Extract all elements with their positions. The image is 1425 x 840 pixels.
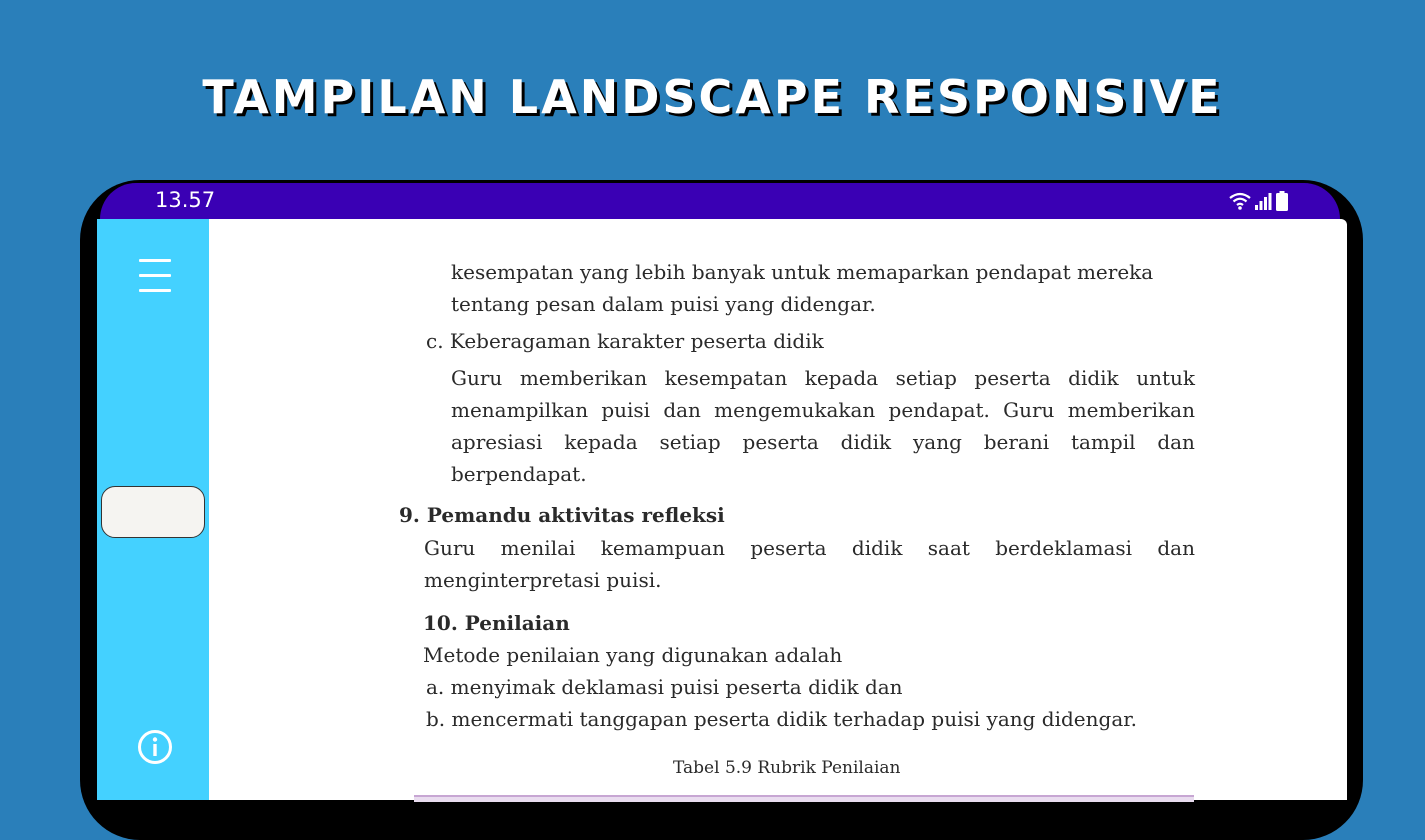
word: pendapat. <box>888 398 990 422</box>
signal-icon <box>1254 191 1272 211</box>
paragraph-line: berpendapat. <box>451 462 587 486</box>
word: kepada <box>564 430 638 454</box>
word: didik <box>851 536 903 560</box>
banner-title: TAMPILAN LANDSCAPE RESPONSIVE <box>202 70 1223 124</box>
word: berdeklamasi <box>995 536 1133 560</box>
word: memberikan <box>519 366 648 390</box>
section-heading-9: 9. Pemandu aktivitas refleksi <box>399 503 725 527</box>
word: menilai <box>500 536 576 560</box>
wifi-icon <box>1228 191 1252 211</box>
word: kepada <box>804 366 879 390</box>
section-heading-10: 10. Penilaian <box>423 611 570 635</box>
battery-icon <box>1276 191 1288 211</box>
word: berani <box>983 430 1050 454</box>
list-item-b: b. mencermati tanggapan peserta didik terhadap puisi yang didengar. <box>426 707 1137 731</box>
paragraph-line: menginterpretasi puisi. <box>424 568 662 592</box>
word: mengemukakan <box>714 398 876 422</box>
paragraph-line <box>424 533 1195 563</box>
word: saat <box>927 536 970 560</box>
menu-icon[interactable] <box>139 257 171 293</box>
paragraph-line <box>451 363 1195 393</box>
word: Guru <box>451 366 503 390</box>
status-bar <box>100 183 1340 219</box>
word: puisi <box>601 398 651 422</box>
word: setiap <box>659 430 721 454</box>
word: dan <box>663 398 701 422</box>
word: Guru <box>424 536 476 560</box>
word: Guru <box>1003 398 1055 422</box>
paragraph-line: tentang pesan dalam puisi yang didengar. <box>451 292 876 316</box>
sidebar-button[interactable] <box>101 486 205 538</box>
paragraph-line: Metode penilaian yang digunakan adalah <box>423 643 843 667</box>
word: memberikan <box>1067 398 1195 422</box>
paragraph-line <box>451 427 1195 457</box>
word: setiap <box>895 366 957 390</box>
word: dan <box>1157 430 1195 454</box>
document-page <box>209 219 1347 800</box>
table-caption: Tabel 5.9 Rubrik Penilaian <box>673 758 901 778</box>
word: peserta <box>750 536 827 560</box>
word: didik <box>1068 366 1119 390</box>
word: tampil <box>1070 430 1136 454</box>
word: yang <box>913 430 962 454</box>
info-icon[interactable] <box>137 729 173 765</box>
list-item-a: a. menyimak deklamasi puisi peserta didik dan <box>426 675 903 699</box>
status-time: 13.57 <box>155 188 216 212</box>
app-screen <box>97 219 1347 800</box>
table-header-edge <box>414 795 1194 802</box>
list-item-c: c. Keberagaman karakter peserta didik <box>426 329 824 353</box>
word: didik <box>840 430 892 454</box>
word: untuk <box>1136 366 1195 390</box>
word: apresiasi <box>451 430 543 454</box>
word: kesempatan <box>664 366 788 390</box>
word: menampilkan <box>451 398 589 422</box>
sidebar <box>97 219 209 800</box>
word: dan <box>1157 536 1195 560</box>
paragraph-line <box>451 395 1195 425</box>
word: peserta <box>974 366 1051 390</box>
word: kemampuan <box>600 536 726 560</box>
word: peserta <box>742 430 819 454</box>
paragraph-line: kesempatan yang lebih banyak untuk memaparkan pendapat mereka <box>451 260 1154 284</box>
